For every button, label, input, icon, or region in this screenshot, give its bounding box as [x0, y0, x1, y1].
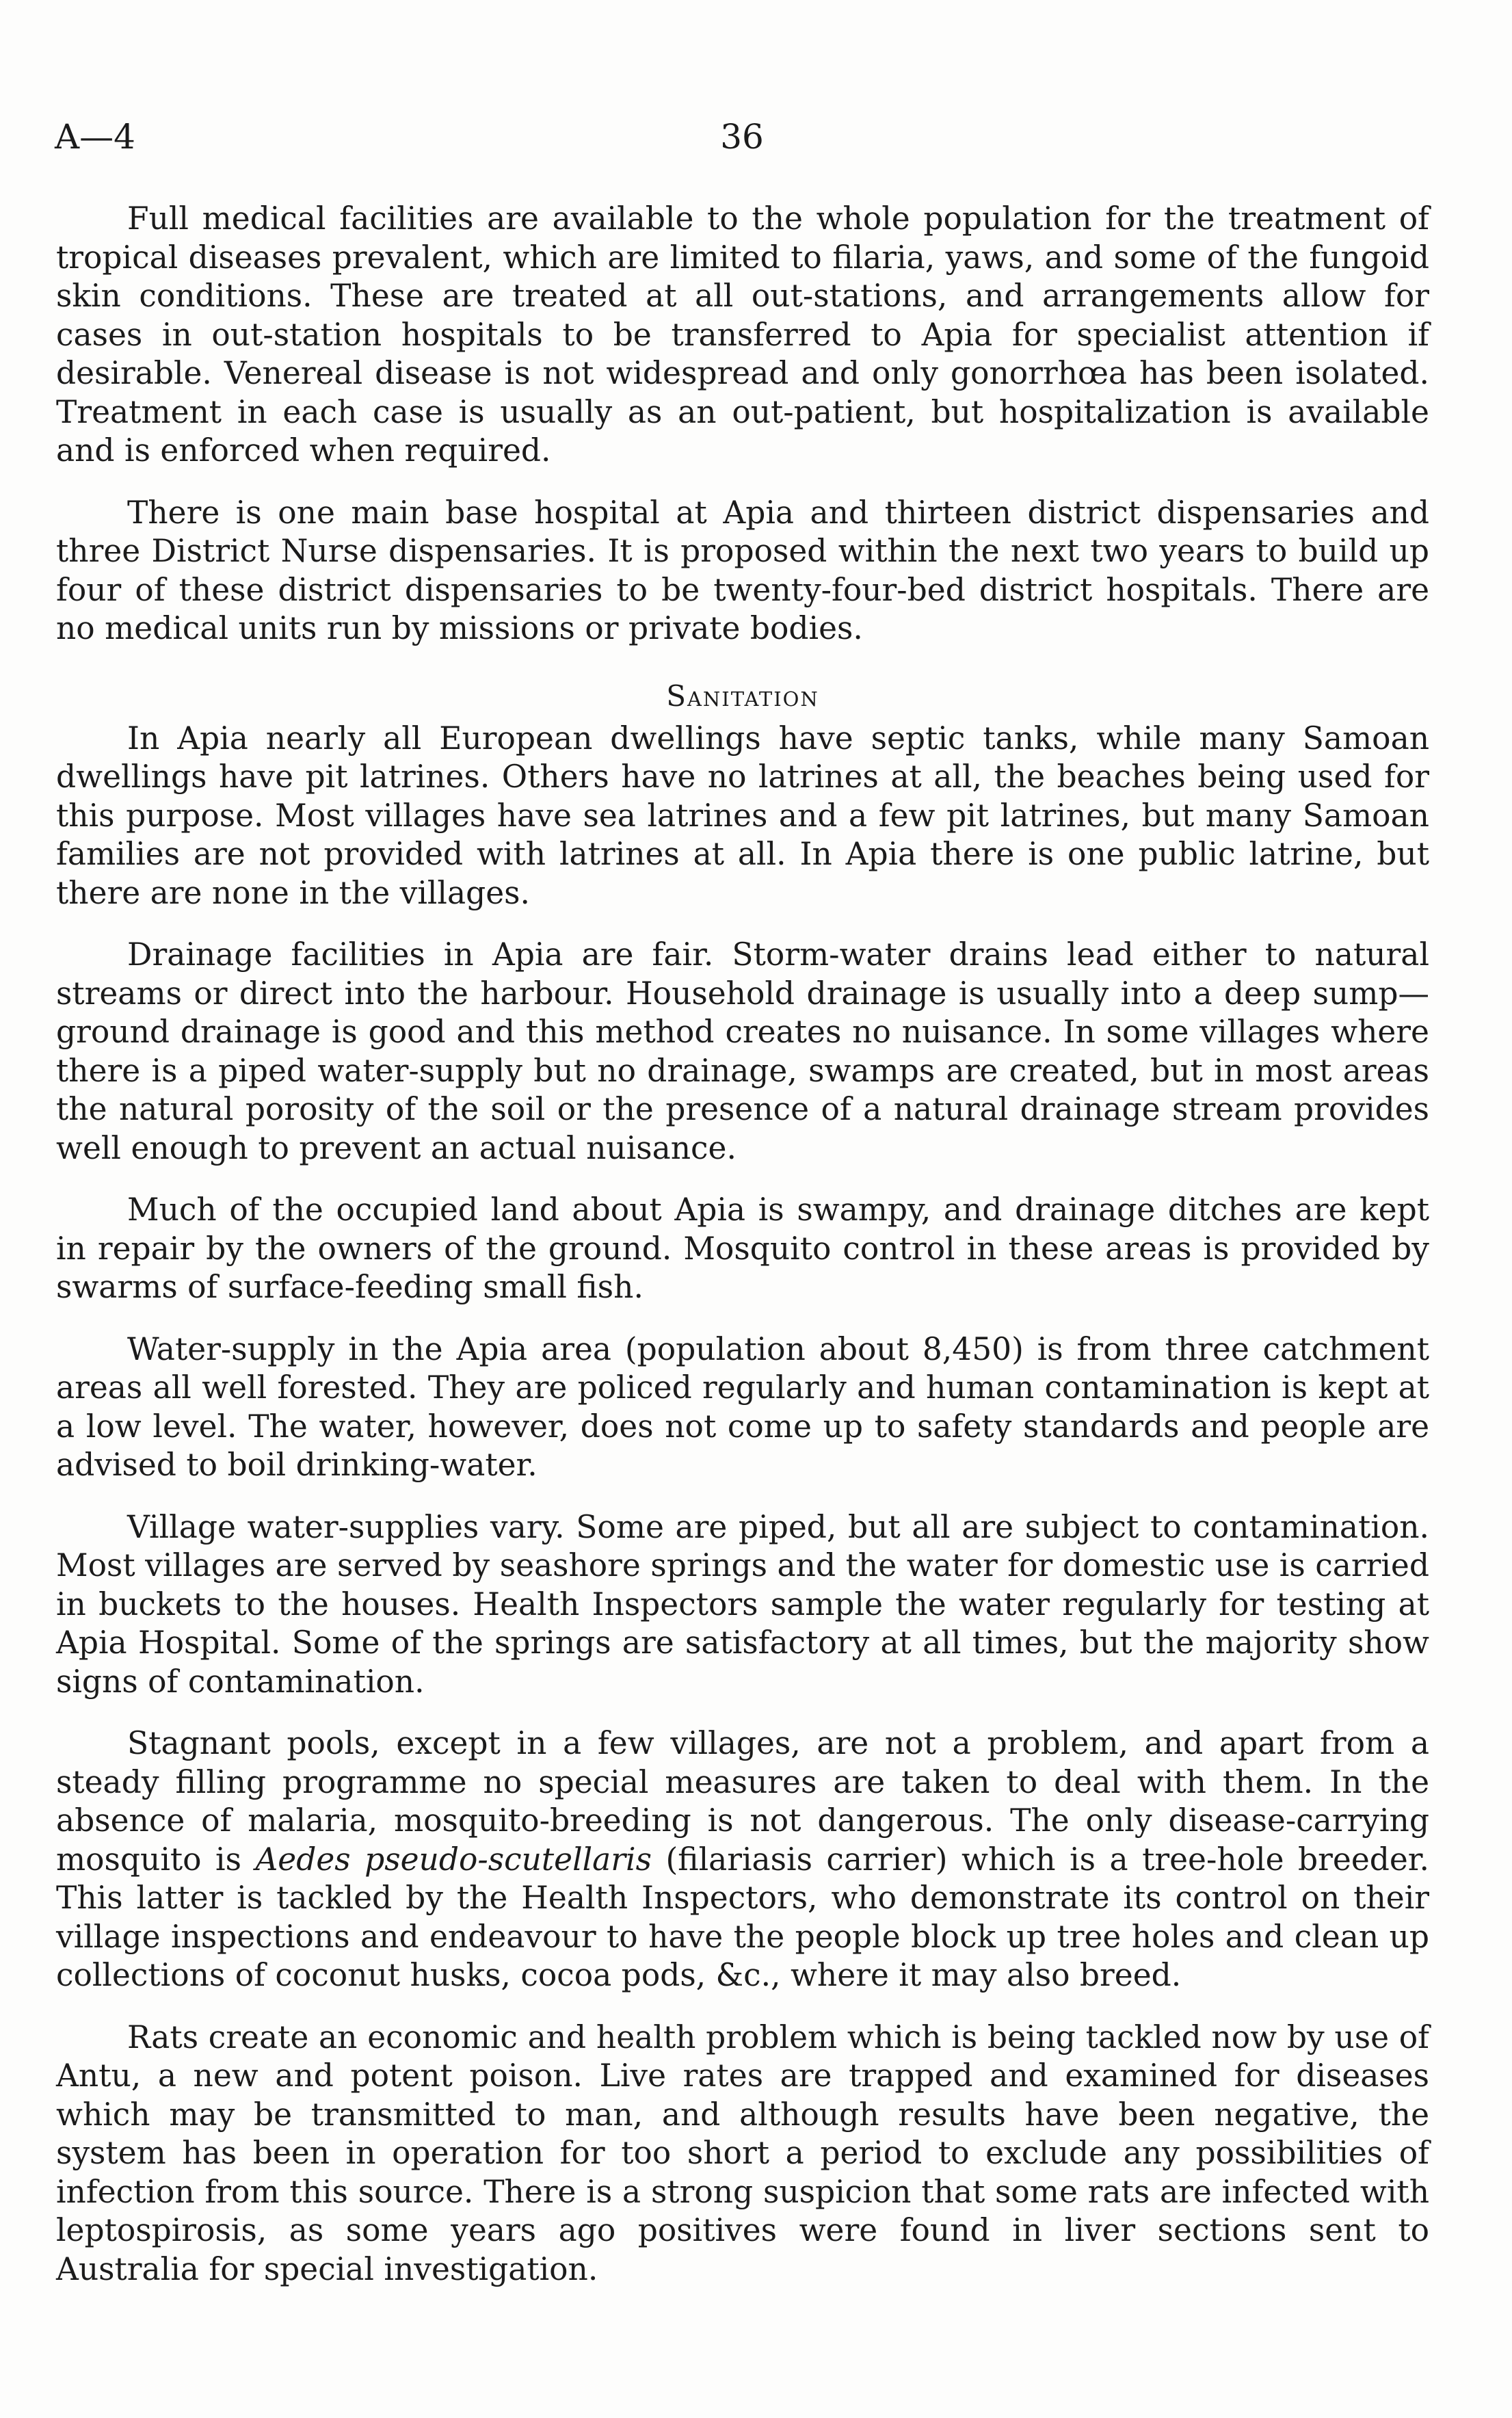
paragraph-hospitals: There is one main base hospital at Apia and thirteen district dispensaries and three District Nurse dispensaries. It is proposed within the next two years to build up four of these district dispensaries to be twenty-four-bed district hospitals. There are no medical units run by missions or private bodies.: [56, 494, 1429, 646]
document-reference: A—4: [55, 117, 135, 157]
paragraph-drainage: Drainage facilities in Apia are fair. Storm-water drains lead either to natural streams or direct into the harbour. Household drainage is usually into a deep sump—ground drainage is good and this method creates no nuisance. In some villages where there is a piped water-supply but no drainage, swamps are created, but in most areas the natural porosity of the soil or the presence of a natural drainage stream provides well enough to prevent an actual nuisance.: [56, 936, 1429, 1166]
paragraph-medical-facilities: Full medical facilities are available to the whole population for the treatment of tropical diseases prevalent, which are limited to filaria, yaws, and some of the fungoid skin conditions. These are treated at all out-stations, and arrangements allow for cases in out-station hospitals to be transferred to Apia for specialist attention if desirable. Venereal disease is not widespread and only gonorrhœa has been isolated. Treatment in each case is usually as an out-patient, but hospitalization is available and is enforced when required.: [56, 200, 1429, 469]
running-header: [55, 113, 1429, 161]
stagnant-pools-text: Stagnant pools, except in a few villages, are not a problem, and apart from a steady filling programme no special measures are taken to deal with them. In the absence of malaria, mosquito-breeding is not dangerous. The only disease-carrying mosquito is: [56, 1725, 1429, 1878]
paragraph-apia-water-supply: Water-supply in the Apia area (population about 8,450) is from three catchment areas all well forested. They are policed regularly and human contamination is kept at a low level. The water, however, does not come up to safety standards and people are advised to boil drinking-water.: [56, 1330, 1429, 1483]
paragraph-stagnant-pools: [56, 1724, 1429, 1995]
paragraph-rats: Rats create an economic and health problem which is being tackled now by use of Antu, a new and potent poison. Live rates are trapped and examined for diseases which may be transmitted to man, and although results have been negative, the system has been in operation for too short a period to exclude any possibilities of infection from this source. There is a strong suspicion that some rats are infected with leptospirosis, as some years ago positives were found in liver sections sent to Australia for special investigation.: [56, 2019, 1429, 2287]
mosquito-species-name: Aedes pseudo-scutellaris: [255, 1841, 652, 1878]
paragraph-swamp-land: Much of the occupied land about Apia is swampy, and drainage ditches are kept in repair by the owners of the ground. Mosquito control in these areas is provided by swarms of surface-feeding small fish.: [56, 1192, 1429, 1305]
page-body: [56, 200, 1429, 2312]
section-heading-sanitation: Sanitation: [666, 679, 819, 713]
stagnant-pools-text-continued: (filariasis carrier) which is a tree-hole breeder. This latter is tackled by the Health Inspectors, who demonstrate its control on their village inspections and endeavour to have the people block up tree holes and clean up collections of coconut husks, cocoa pods, &c., where it may also breed.: [56, 1841, 1430, 1993]
paragraph-latrines: In Apia nearly all European dwellings have septic tanks, while many Samoan dwellings have pit latrines. Others have no latrines at all, the beaches being used for this purpose. Most villages have sea latrines and a few pit latrines, but many Samoan families are not provided with latrines at all. In Apia there is one public latrine, but there are none in the villages.: [56, 720, 1429, 911]
page-number: 36: [720, 117, 764, 157]
paragraph-village-water-supplies: Village water-supplies vary. Some are piped, but all are subject to contamination. Most villages are served by seashore springs and the water for domestic use is carried in buckets to the houses. Health Inspectors sample the water regularly for testing at Apia Hospital. Some of the springs are satisfactory at all times, but the majority show signs of contamination.: [56, 1508, 1429, 1700]
